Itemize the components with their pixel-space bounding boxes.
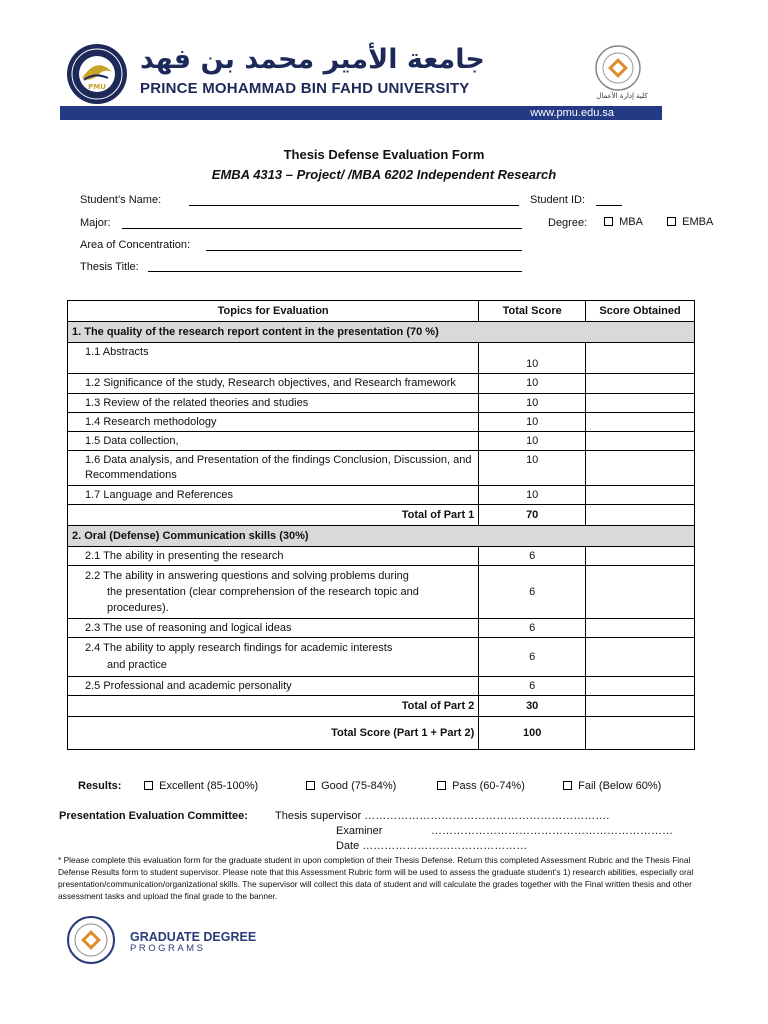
grand-score-obtained-cell[interactable] (586, 717, 695, 750)
score-obtained-cell[interactable] (586, 394, 695, 413)
score-obtained-cell[interactable] (586, 619, 695, 638)
table-row (68, 619, 695, 638)
excellent-checkbox[interactable] (144, 781, 153, 790)
examiner-line[interactable]: ………………………………………………………… (431, 825, 673, 837)
result-pass-option[interactable]: Pass (60-74%) (437, 780, 525, 792)
fail-checkbox[interactable] (563, 781, 572, 790)
part2-heading-row (68, 526, 695, 547)
table-row (68, 413, 695, 432)
examiner-label: Examiner (336, 825, 383, 837)
topic-cell: 2.5 Professional and academic personality (68, 677, 479, 696)
total-score-cell: 10 (479, 413, 586, 432)
score-obtained-cell[interactable] (586, 413, 695, 432)
degree-label: Degree: (548, 217, 588, 229)
part1-score-obtained-cell[interactable] (586, 505, 695, 526)
student-id-label: Student ID: (530, 194, 586, 206)
table-row (68, 677, 695, 696)
part2-score-obtained-cell[interactable] (586, 696, 695, 717)
topic-cell: 1.7 Language and References (68, 486, 479, 505)
table-row (68, 547, 695, 566)
degree-mba-option[interactable]: MBA (604, 216, 643, 228)
website-url: www.pmu.edu.sa (530, 107, 614, 119)
score-obtained-cell[interactable] (586, 547, 695, 566)
form-subtitle: EMBA 4313 – Project/ /MBA 6202 Independent Research (211, 167, 557, 182)
part1-total-label: Total of Part 1 (68, 505, 479, 526)
topic-cell: 1.1 Abstracts (68, 343, 479, 374)
total-score-cell: 6 (479, 638, 586, 677)
grand-total-row (68, 717, 695, 750)
thesis-supervisor-line[interactable]: Thesis supervisor …………………………………………………………. (275, 810, 610, 822)
score-obtained-cell[interactable] (586, 638, 695, 677)
total-score-cell: 6 (479, 566, 586, 619)
pmu-seal-logo-icon (64, 42, 130, 106)
total-score-cell: 10 (479, 394, 586, 413)
total-score-cell: 6 (479, 547, 586, 566)
university-name-arabic: جامعة الأمير محمد بن فهد (140, 44, 485, 75)
svg-text:كلية إدارة الأعمال: كلية إدارة الأعمال (596, 92, 648, 100)
instructions-note: * Please complete this evaluation form for the graduate student in upon completion of their Thesis Defense. Return this completed Assessment Rubric and the Thesis Final Defense Results form to student supervisor. Please note that this Assessment Rubric form will be used to assess the graduate student’s 1) research abilities, especially oral presentation/communication/organizational skills. The supervisor will collect this data of student and will calculate the grades together with the Final written thesis and other assessment tasks and upload the final grade to the banner. (58, 855, 694, 901)
table-row (68, 451, 695, 486)
part1-total-score: 70 (479, 505, 586, 526)
students-name-field[interactable] (189, 205, 519, 206)
score-obtained-cell[interactable] (586, 486, 695, 505)
committee-label: Presentation Evaluation Committee: (59, 810, 248, 822)
total-score-cell: 10 (479, 451, 586, 486)
table-row (68, 343, 695, 374)
score-obtained-cell[interactable] (586, 374, 695, 394)
score-obtained-cell[interactable] (586, 451, 695, 486)
grand-total-score: 100 (479, 717, 586, 750)
result-fail-option[interactable]: Fail (Below 60%) (563, 780, 661, 792)
result-excellent-option[interactable]: Excellent (85-100%) (144, 780, 258, 792)
score-obtained-cell[interactable] (586, 677, 695, 696)
graduate-degree-subtitle: PROGRAMS (130, 943, 206, 954)
thesis-title-label: Thesis Title: (80, 261, 139, 273)
part1-heading-row (68, 322, 695, 343)
form-title: Thesis Defense Evaluation Form (283, 147, 485, 162)
degree-emba-option[interactable]: EMBA (667, 216, 713, 228)
topic-cell: 1.5 Data collection, (68, 432, 479, 451)
area-of-concentration-field[interactable] (206, 250, 522, 251)
part2-total-score: 30 (479, 696, 586, 717)
total-score-cell: 6 (479, 677, 586, 696)
major-field[interactable] (122, 228, 522, 229)
result-good-option[interactable]: Good (75-84%) (306, 780, 396, 792)
good-checkbox[interactable] (306, 781, 315, 790)
topic-cell: 2.1 The ability in presenting the research (68, 547, 479, 566)
emba-checkbox[interactable] (667, 217, 676, 226)
students-name-label: Student’s Name: (80, 194, 162, 206)
date-line[interactable]: Date ……………………………………… (336, 840, 528, 852)
topic-cell: 1.4 Research methodology (68, 413, 479, 432)
area-of-concentration-label: Area of Concentration: (80, 239, 191, 251)
thesis-title-field[interactable] (148, 271, 522, 272)
total-score-cell: 10 (479, 486, 586, 505)
table-row (68, 638, 695, 677)
table-row (68, 374, 695, 394)
total-score-cell: 10 (479, 343, 586, 374)
topic-cell: 1.2 Significance of the study, Research objectives, and Research framework (68, 374, 479, 394)
college-of-business-logo-icon (592, 42, 654, 104)
header-total-score: Total Score (479, 301, 586, 322)
pass-checkbox[interactable] (437, 781, 446, 790)
evaluation-table (67, 300, 695, 750)
header-topics: Topics for Evaluation (68, 301, 479, 322)
table-row (68, 486, 695, 505)
part1-heading: 1. The quality of the research report content in the presentation (70 %) (68, 322, 695, 343)
table-row (68, 432, 695, 451)
table-row (68, 394, 695, 413)
university-name-english: PRINCE MOHAMMAD BIN FAHD UNIVERSITY (140, 80, 470, 97)
mba-checkbox[interactable] (604, 217, 613, 226)
topic-cell: 2.3 The use of reasoning and logical ideas (68, 619, 479, 638)
score-obtained-cell[interactable] (586, 432, 695, 451)
total-score-cell: 6 (479, 619, 586, 638)
total-score-cell: 10 (479, 432, 586, 451)
table-header-row (68, 301, 695, 322)
topic-cell: 1.3 Review of the related theories and studies (68, 394, 479, 413)
part1-total-row (68, 505, 695, 526)
topic-cell: 2.4 The ability to apply research findings for academic interests and practice (68, 638, 479, 677)
university-header (60, 38, 662, 120)
results-label: Results: (78, 780, 122, 792)
website-bar (60, 106, 662, 120)
total-score-cell: 10 (479, 374, 586, 394)
part2-total-row (68, 696, 695, 717)
part2-total-label: Total of Part 2 (68, 696, 479, 717)
svg-text:PMU: PMU (88, 83, 106, 91)
topic-cell: 1.6 Data analysis, and Presentation of the findings Conclusion, Discussion, and Recommendations (68, 451, 479, 486)
part2-heading: 2. Oral (Defense) Communication skills (30%) (68, 526, 695, 547)
topic-cell: 2.2 The ability in answering questions and solving problems during the presentation (clear comprehension of the research topic and procedures). (68, 566, 479, 619)
header-score-obtained: Score Obtained (586, 301, 695, 322)
major-label: Major: (80, 217, 111, 229)
grand-total-label: Total Score (Part 1 + Part 2) (68, 717, 479, 750)
score-obtained-cell[interactable] (586, 566, 695, 619)
table-row (68, 566, 695, 619)
student-id-field[interactable] (596, 205, 622, 206)
score-obtained-cell[interactable] (586, 343, 695, 374)
graduate-degree-title: GRADUATE DEGREE (130, 930, 257, 944)
graduate-programs-logo-icon (60, 915, 122, 965)
